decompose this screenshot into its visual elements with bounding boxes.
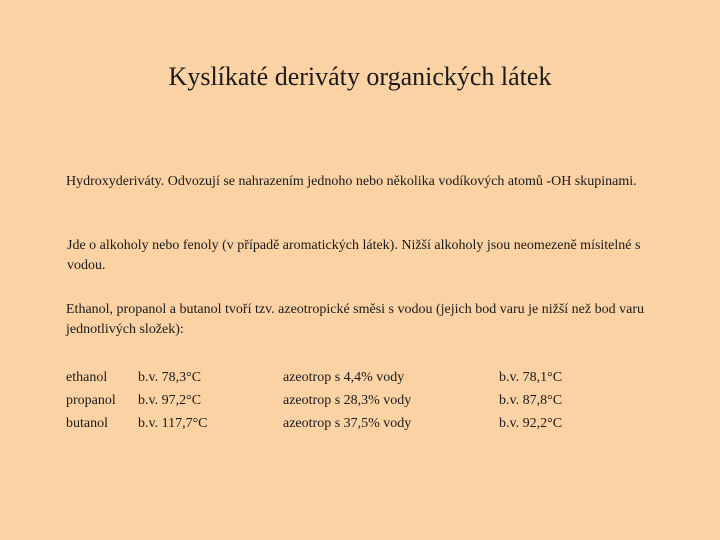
table-cell-azeotrope-boiling-point: b.v. 78,1°C [499,370,563,385]
table-cell-azeotrope: azeotrop s 37,5% vody [283,416,412,431]
paragraph-azeotropes: Ethanol, propanol a butanol tvoří tzv. azeotropické směsi s vodou (jejich bod varu je nižší než bod varu jednotlivých složek): [66,302,644,337]
table-cell-compound: ethanol [66,370,108,385]
table-cell-boiling-point: b.v. 97,2°C [138,393,202,408]
paragraph-alcohols-phenols: Jde o alkoholy nebo fenoly (v případě aromatických látek). Nižší alkoholy jsou neomezeně mísitelné s vodou. [67,238,641,273]
paragraph-hydroxyderivatives: Hydroxyderiváty. Odvozují se nahrazením jednoho nebo několika vodíkových atomů -OH skupinami. [66,174,637,189]
table-cell-compound: propanol [66,393,116,408]
table-cell-compound: butanol [66,416,108,431]
table-cell-boiling-point: b.v. 78,3°C [138,370,202,385]
table-row [66,366,589,389]
table-cell-boiling-point: b.v. 117,7°C [138,416,208,431]
slide-title: Kyslíkaté deriváty organických látek [168,62,552,91]
table-row [66,412,589,435]
table-cell-azeotrope: azeotrop s 28,3% vody [283,393,412,408]
table-cell-azeotrope-boiling-point: b.v. 87,8°C [499,393,563,408]
table-cell-azeotrope-boiling-point: b.v. 92,2°C [499,416,563,431]
table-cell-azeotrope: azeotrop s 4,4% vody [283,370,405,385]
table-row [66,389,589,412]
azeotrope-table [66,366,589,435]
